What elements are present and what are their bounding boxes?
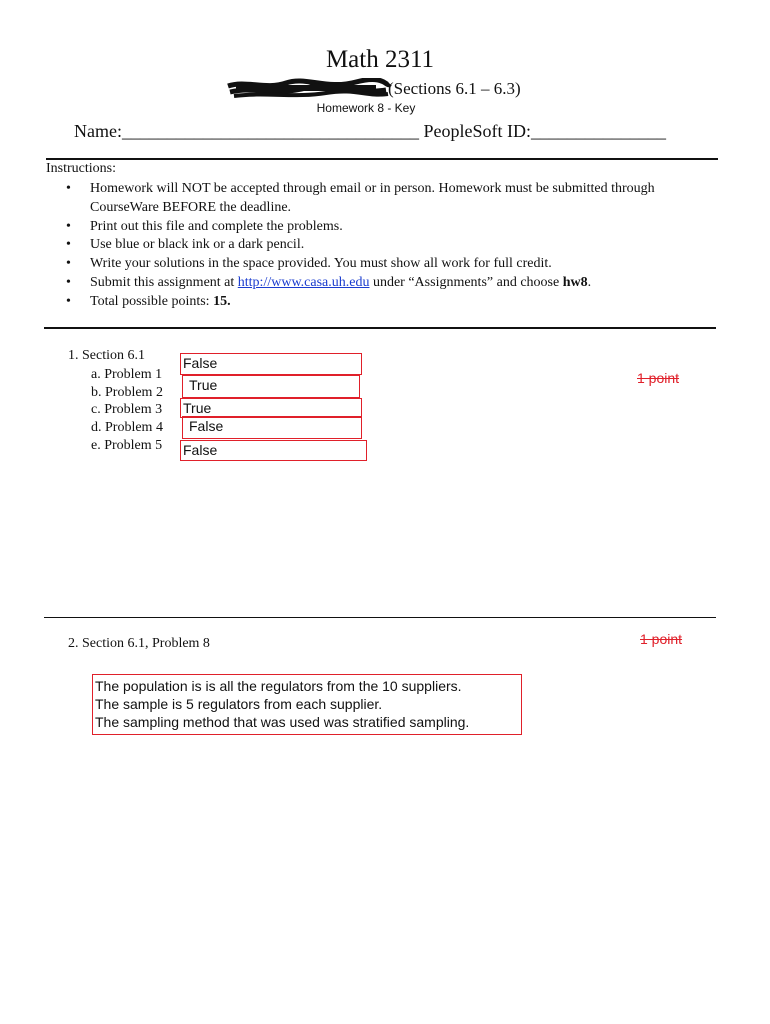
- assignment-name: hw8: [562, 274, 588, 290]
- instruction-item: • Use blue or black ink or a dark pencil.: [66, 236, 706, 255]
- casa-link[interactable]: http://www.casa.uh.edu: [237, 274, 370, 290]
- answer-line: The sample is 5 regulators from each supplier.: [95, 696, 383, 712]
- question-divider: [44, 617, 716, 618]
- problem-label: a. Problem 1: [91, 367, 163, 382]
- answer-line: The population is is all the regulators from the 10 suppliers.: [95, 678, 462, 694]
- total-points: 15.: [213, 293, 231, 309]
- header-divider: [46, 158, 718, 160]
- instructions-divider: [44, 327, 716, 329]
- instruction-item: • Homework will NOT be accepted through email or in person. Homework must be submitted through CourseWare BEFORE the deadline.: [66, 181, 655, 215]
- instruction-item-points: • Total possible points: 15.: [66, 293, 706, 312]
- page-title: Math 2311: [325, 46, 435, 73]
- bullet-icon: •: [66, 181, 71, 196]
- bullet-icon: •: [66, 237, 71, 253]
- problem-label: d. Problem 4: [91, 420, 163, 435]
- instructions-heading: Instructions:: [46, 161, 116, 176]
- homework-key-label: Homework 8 - Key: [316, 101, 416, 115]
- question-2-points: 1 point: [640, 631, 683, 647]
- answer-box: True: [180, 398, 362, 418]
- name-and-id-line: Name:_________________________________ PeopleSoft ID:_______________: [74, 121, 666, 141]
- problem-label: c. Problem 3: [91, 402, 163, 417]
- sections-subtitle: (Sections 6.1 – 6.3): [388, 79, 521, 98]
- instruction-item: • Print out this file and complete the problems.: [66, 218, 706, 237]
- answer-box: False: [182, 416, 362, 439]
- question-2-label: 2. Section 6.1, Problem 8: [68, 636, 210, 651]
- question-1-label: 1. Section 6.1: [68, 348, 145, 363]
- answer-box: False: [180, 440, 367, 461]
- problem-label: e. Problem 5: [91, 438, 163, 453]
- answer-box: True: [182, 375, 360, 398]
- instructions-list: [66, 180, 706, 312]
- answer-line: The sampling method that was used was stratified sampling.: [95, 714, 470, 730]
- essay-answer-box: [92, 674, 522, 735]
- redaction-scribble: [226, 78, 392, 100]
- bullet-icon: •: [66, 256, 71, 272]
- bullet-icon: •: [66, 274, 71, 290]
- bullet-icon: •: [66, 293, 71, 309]
- bullet-icon: •: [66, 218, 71, 234]
- problem-label: b. Problem 2: [91, 385, 163, 400]
- answer-box: False: [180, 353, 362, 375]
- question-1-points: 1 point: [637, 370, 680, 386]
- instruction-item-submit: • Submit this assignment at http://www.casa.uh.edu under “Assignments” and choose hw8.: [66, 274, 706, 293]
- instruction-item: • Write your solutions in the space provided. You must show all work for full credit.: [66, 255, 706, 274]
